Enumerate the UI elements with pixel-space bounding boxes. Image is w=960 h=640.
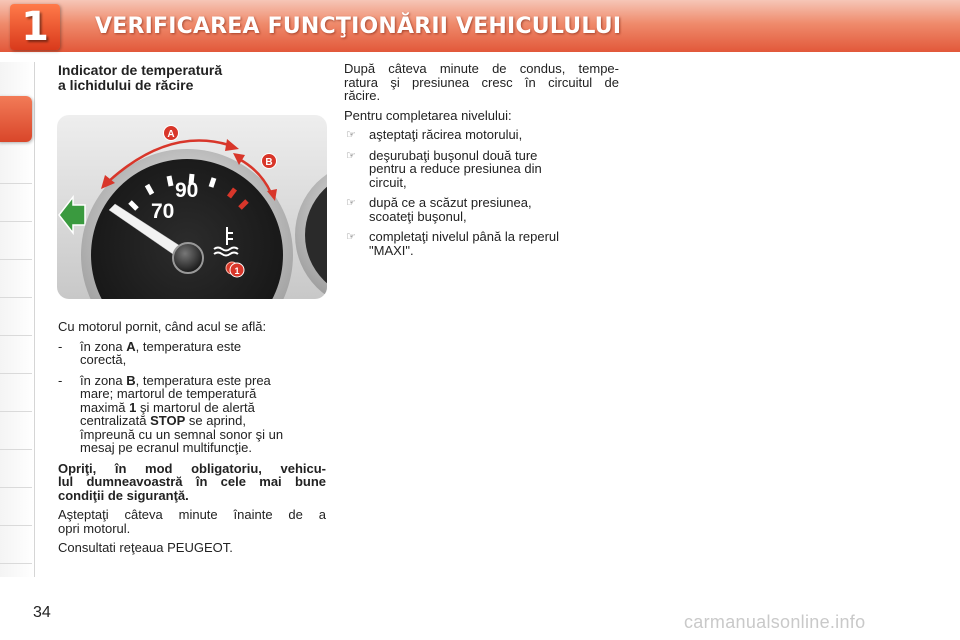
zone-b-label: B <box>265 157 273 168</box>
pointing-hand-icon: ☞ <box>346 149 356 162</box>
chapter-tab-strip <box>0 62 35 577</box>
item-line: corectă, <box>80 352 127 367</box>
item-text: în zona <box>80 338 127 354</box>
dash-bullet: - <box>58 372 63 388</box>
chapter-tab[interactable] <box>0 184 32 222</box>
watermark: carmanualsonline.info <box>684 612 866 632</box>
warning-label: 1 <box>234 266 240 276</box>
item-line <box>80 414 326 428</box>
item-text: , temperatura este prea <box>135 372 271 388</box>
chapter-tab[interactable] <box>0 412 32 450</box>
item-text: , temperatura este <box>135 338 242 354</box>
warning-line: condiţii de siguranţă. <box>58 487 189 503</box>
list-item <box>344 230 619 257</box>
gauge-number-90: 90 <box>175 179 199 202</box>
chapter-badge <box>10 4 60 50</box>
list-item <box>344 149 619 190</box>
chapter-tab[interactable] <box>0 222 32 260</box>
intro-text: Cu motorul pornit, când acul se află: <box>58 319 267 334</box>
paragraph-line: răcire. <box>344 88 381 103</box>
page-title: VERIFICAREA FUNCŢIONĂRII VEHICULULUI <box>95 14 622 39</box>
chapter-tab-active[interactable] <box>0 96 32 142</box>
zone-a-label: A <box>167 129 175 140</box>
chapter-tab[interactable] <box>0 146 32 184</box>
item-line <box>80 401 326 415</box>
warning-reference: 1 <box>129 399 137 415</box>
page-number: 34 <box>33 604 51 621</box>
item-line: după ce a scăzut presiunea, <box>369 195 532 210</box>
chapter-header <box>0 0 960 52</box>
item-line: împreună cu un semnal sonor şi un <box>80 426 284 442</box>
section-title <box>58 63 298 93</box>
section-title-line: Indicator de temperatură <box>58 62 223 78</box>
pointing-hand-icon: ☞ <box>346 197 356 209</box>
list-item-zone-a <box>58 340 326 367</box>
consult-text: Consultati reţeaua PEUGEOT. <box>58 540 233 555</box>
item-text: în zona <box>80 372 127 388</box>
chapter-tab[interactable] <box>0 336 32 374</box>
item-line: completaţi nivelul până la reperul <box>369 229 560 244</box>
item-line <box>80 340 326 354</box>
paragraph-line: ratura şi presiunea cresc în circuitul de <box>344 74 619 90</box>
list-item <box>344 128 619 142</box>
dash-bullet: - <box>58 338 63 354</box>
wait-line: Aşteptaţi câteva minute înainte de a <box>58 507 326 522</box>
zone-reference: B <box>126 372 136 388</box>
list-item <box>344 196 619 223</box>
needle-hub <box>173 243 203 273</box>
item-text: se aprind, <box>185 413 246 428</box>
gauge-number-70: 70 <box>151 200 175 223</box>
gauge-illustration <box>57 115 327 299</box>
item-line <box>80 374 326 388</box>
item-text: centralizată <box>80 413 151 428</box>
paragraph-line: După câteva minute de condus, tempe- <box>344 61 619 76</box>
chapter-number: 1 <box>21 4 49 50</box>
temperature-gauge-figure <box>57 115 327 299</box>
right-column <box>344 62 619 264</box>
intro-paragraph <box>344 62 619 103</box>
item-line: mare; martorul de temperatură <box>80 386 257 401</box>
item-line: scoateţi buşonul, <box>369 208 467 224</box>
chapter-tab[interactable] <box>0 450 32 488</box>
zone-reference: A <box>126 338 136 354</box>
chapter-tab[interactable] <box>0 488 32 526</box>
chapter-tab[interactable] <box>0 260 32 298</box>
refill-heading: Pentru completarea nivelului: <box>344 107 512 123</box>
warning-line: Opriţi, în mod obligatoriu, vehicu- <box>58 460 326 476</box>
warning-line: lul dumneavoastră în cele mai bune <box>58 474 326 489</box>
item-line: pentru a reduce presiunea din <box>369 161 542 176</box>
item-text: şi martorul de alertă <box>136 399 255 415</box>
pointing-hand-icon: ☞ <box>346 231 356 243</box>
list-item-zone-b <box>58 374 326 455</box>
chapter-tab[interactable] <box>0 374 32 412</box>
item-text: maximă <box>80 399 130 415</box>
section-title-line: a lichidului de răcire <box>58 77 194 93</box>
pointing-hand-icon: ☞ <box>346 129 356 141</box>
chapter-tab[interactable] <box>0 298 32 336</box>
wait-line: opri motorul. <box>58 520 131 536</box>
chapter-tab[interactable] <box>0 526 32 564</box>
left-column <box>58 320 326 561</box>
wait-instruction <box>58 508 326 535</box>
safety-warning <box>58 462 326 503</box>
item-line: aşteptaţi răcirea motorului, <box>369 127 523 142</box>
stop-reference: STOP <box>150 413 186 428</box>
item-line: mesaj pe ecranul multifuncţie. <box>80 440 252 455</box>
item-line: circuit, <box>369 174 407 190</box>
item-line: deşurubaţi buşonul două ture <box>369 147 538 163</box>
item-line: "MAXI". <box>369 242 414 258</box>
